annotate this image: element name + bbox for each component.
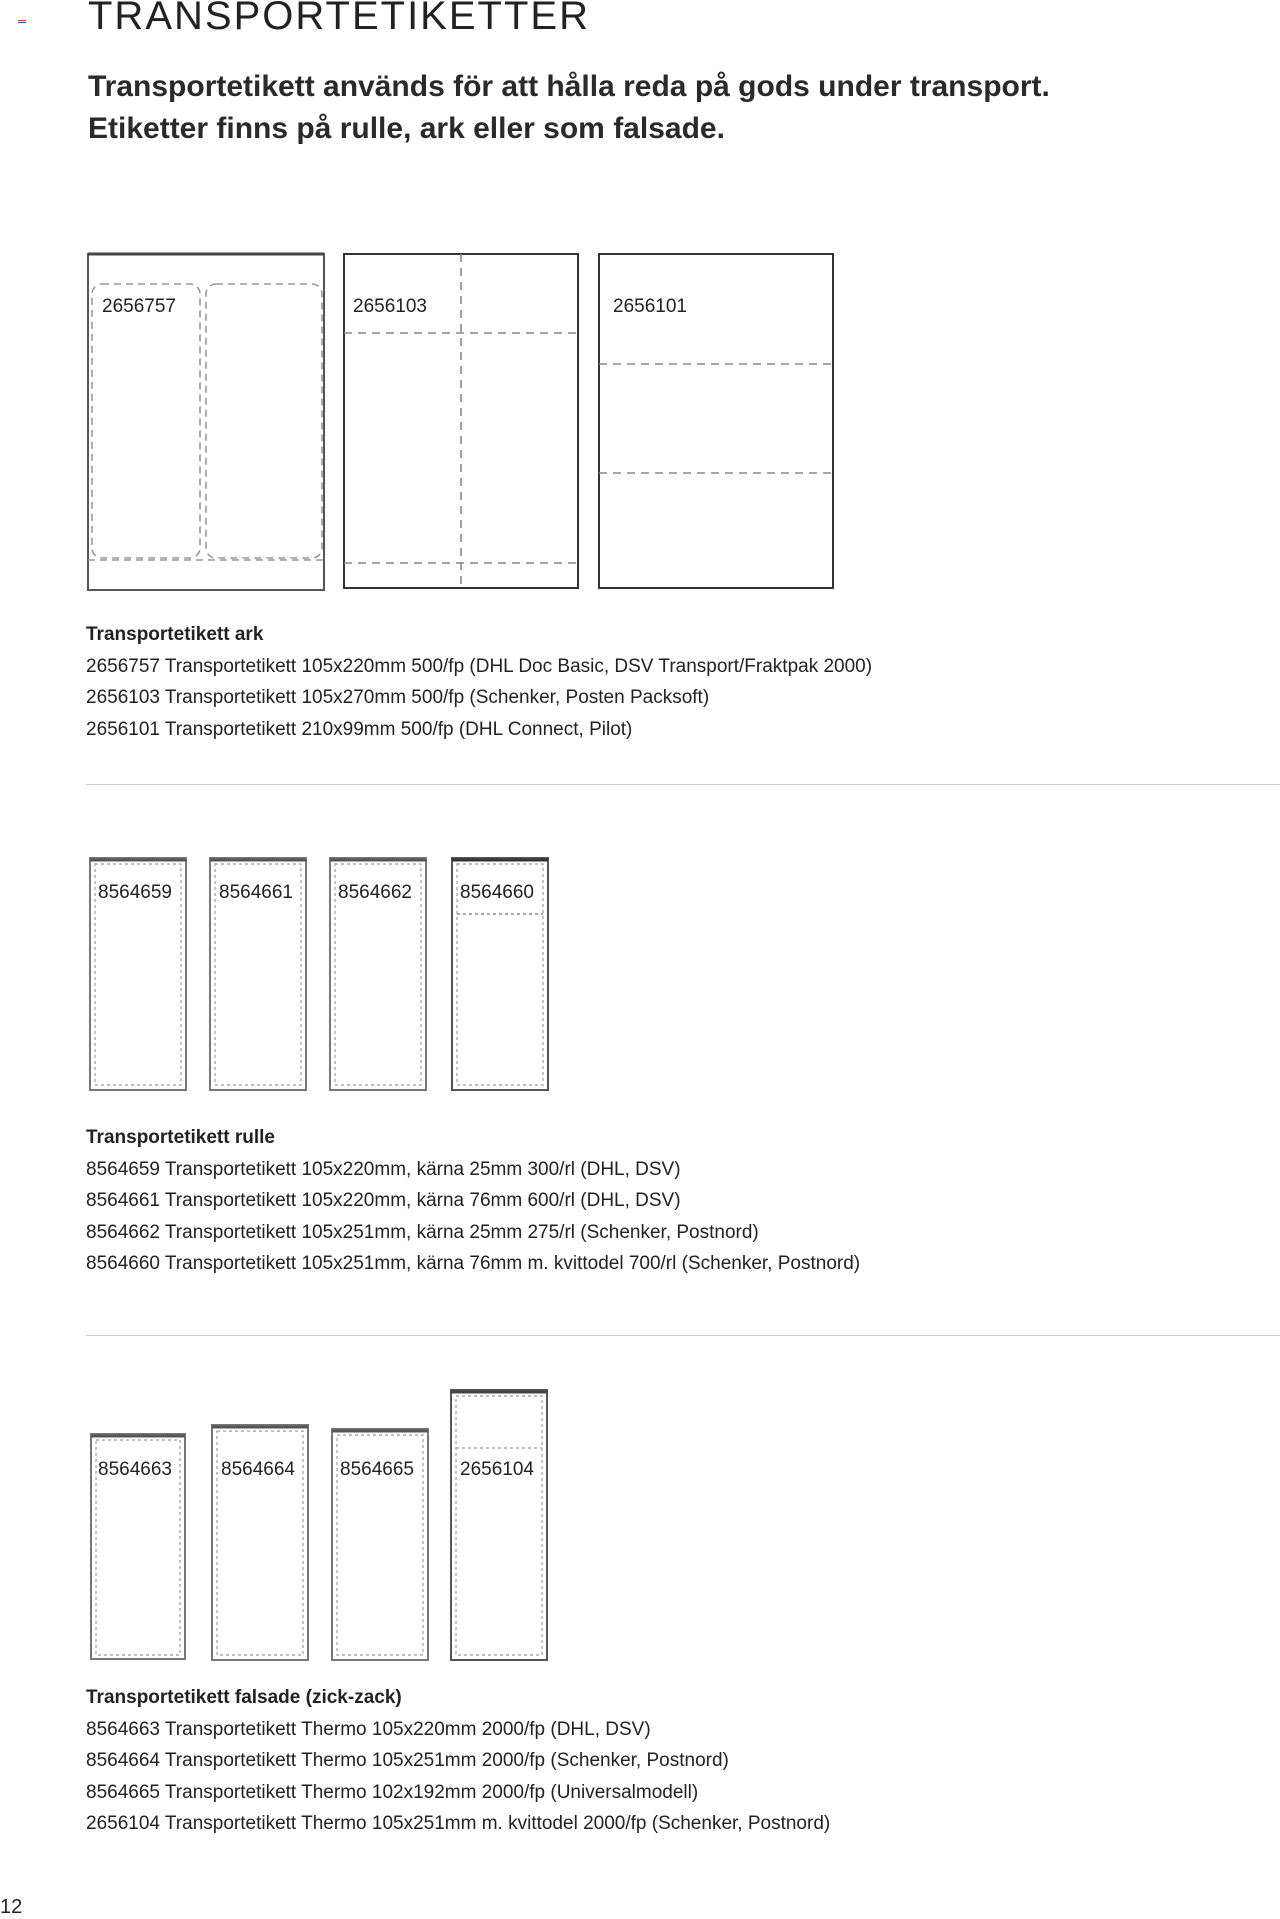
roll-diagram-8564661 — [210, 858, 306, 1090]
fanfold-code-label: 8564663 — [98, 1459, 172, 1480]
section-falsade — [86, 1682, 1186, 1840]
product-line: 8564662 Transportetikett 105x251mm, kärna 25mm 275/rl (Schenker, Postnord) — [86, 1221, 759, 1243]
section-tab-mark — [18, 20, 26, 23]
intro-line: Transportetikett används för att hålla reda på gods under transport. — [88, 70, 1050, 103]
product-line: 8564661 Transportetikett 105x220mm, kärna 76mm 600/rl (DHL, DSV) — [86, 1190, 681, 1211]
fanfold-diagram-8564665 — [332, 1429, 428, 1660]
fanfold-code-label: 2656104 — [460, 1459, 534, 1480]
sheet-diagram-2656101 — [599, 254, 833, 588]
page-number: 12 — [0, 1896, 23, 1918]
sheet-diagram-2656757 — [88, 254, 324, 590]
fanfold-code-label: 8564665 — [340, 1459, 414, 1480]
roll-code-label: 8564661 — [219, 882, 293, 903]
sheet-code-label: 2656757 — [102, 296, 176, 317]
section-heading: Transportetikett ark — [86, 624, 264, 645]
section-divider — [86, 784, 1280, 785]
intro-text — [88, 66, 1050, 150]
product-line: 2656103 Transportetikett 105x270mm 500/fp (Schenker, Posten Packsoft) — [86, 687, 710, 708]
product-line: 2656101 Transportetikett 210x99mm 500/fp (DHL Connect, Pilot) — [86, 718, 633, 740]
fanfold-diagram-8564663 — [91, 1434, 185, 1659]
sheet-code-label: 2656101 — [613, 296, 687, 317]
intro-line: Etiketter finns på rulle, ark eller som falsade. — [88, 112, 725, 145]
product-line: 8564663 Transportetikett Thermo 105x220mm 2000/fp (DHL, DSV) — [86, 1718, 651, 1740]
fanfold-diagram-2656104 — [451, 1390, 547, 1660]
section-rulle — [86, 1122, 1186, 1280]
section-ark — [86, 619, 1186, 745]
roll-code-label: 8564660 — [460, 882, 534, 903]
section-divider — [86, 1335, 1280, 1336]
product-line: 8564660 Transportetikett 105x251mm, kärna 76mm m. kvittodel 700/rl (Schenker, Postnord) — [86, 1253, 861, 1274]
roll-code-label: 8564662 — [338, 882, 412, 903]
product-line: 8564665 Transportetikett Thermo 102x192mm 2000/fp (Universalmodell) — [86, 1781, 699, 1803]
product-line: 8564659 Transportetikett 105x220mm, kärna 25mm 300/rl (DHL, DSV) — [86, 1158, 681, 1180]
product-line: 2656757 Transportetikett 105x220mm 500/fp (DHL Doc Basic, DSV Transport/Fraktpak 2000) — [86, 655, 873, 677]
product-line: 8564664 Transportetikett Thermo 105x251mm 2000/fp (Schenker, Postnord) — [86, 1750, 729, 1771]
roll-diagram-8564659 — [90, 858, 186, 1090]
roll-diagram-8564660 — [452, 858, 548, 1090]
roll-code-label: 8564659 — [98, 882, 172, 903]
sheet-diagram-2656103 — [344, 254, 578, 588]
section-heading: Transportetikett rulle — [86, 1127, 275, 1148]
product-line: 2656104 Transportetikett Thermo 105x251mm m. kvittodel 2000/fp (Schenker, Postnord) — [86, 1813, 831, 1834]
roll-diagram-8564662 — [330, 858, 426, 1090]
sheet-code-label: 2656103 — [353, 296, 427, 317]
section-heading: Transportetikett falsade (zick-zack) — [86, 1687, 402, 1708]
fanfold-diagram-8564664 — [212, 1425, 308, 1660]
page-title: TRANSPORTETIKETTER — [88, 0, 590, 38]
fanfold-code-label: 8564664 — [221, 1459, 295, 1480]
